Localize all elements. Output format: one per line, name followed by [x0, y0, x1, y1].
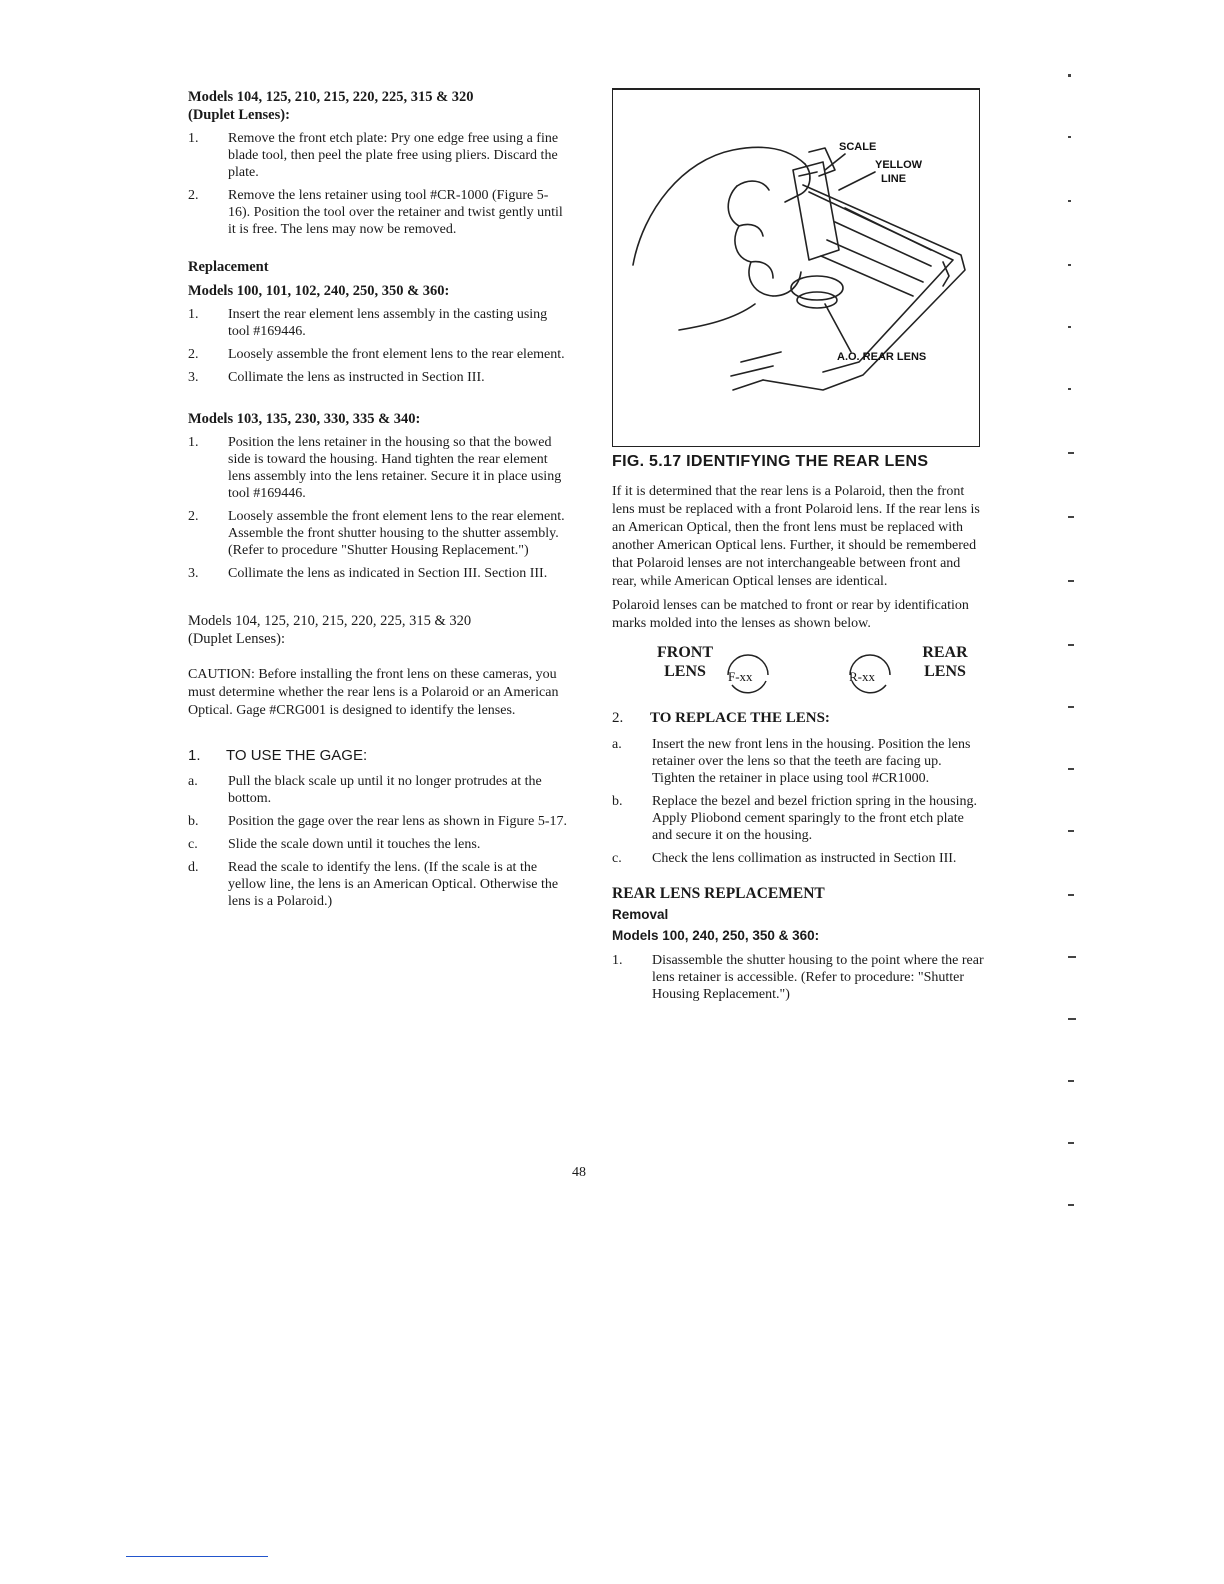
front-mark-text: F-xx — [728, 669, 753, 684]
section-heading: Models 103, 135, 230, 330, 335 & 340: — [188, 411, 421, 427]
figure-caption: FIG. 5.17 IDENTIFYING THE REAR LENS — [612, 453, 929, 470]
list-item: 1. Insert the rear element lens assembly in the casting using tool #169446. — [188, 307, 548, 339]
paragraph: Polaroid lenses can be matched to front or rear by identification marks molded into the lenses as shown below. — [612, 598, 969, 631]
paragraph: If it is determined that the rear lens is a Polaroid, then the front lens must be replaced with a front Polaroid lens. If the rear lens is an American Optical, then the front lens must be replaced with another American Optical lens. Further, it should be remembered that Polaroid lenses are not interchangeable between front and rear, while American Optical lenses are identical. — [612, 484, 980, 589]
rear-mark-text: R-xx — [849, 669, 875, 684]
front-lens-mark-icon — [722, 645, 774, 697]
list-item: 1. Disassemble the shutter housing to the point where the rear lens retainer is accessible. (Refer to procedure: "Shutter Housing Replacement.") — [612, 953, 984, 1002]
margin-tick — [1068, 1080, 1074, 1082]
margin-tick — [1068, 200, 1071, 202]
list-item: 3. Collimate the lens as instructed in Section III. — [188, 370, 485, 385]
margin-tick — [1068, 1204, 1074, 1206]
section-heading: Models 104, 125, 210, 215, 220, 225, 315 & 320 — [188, 89, 474, 105]
removal-heading: Removal — [612, 907, 669, 922]
list-item: 1. Remove the front etch plate: Pry one edge free using a fine blade tool, then peel the plate free using pliers. Discard the plate. — [188, 131, 559, 180]
section-heading: Models 104, 125, 210, 215, 220, 225, 315 & 320 — [188, 613, 472, 629]
section-subheading: (Duplet Lenses): — [188, 631, 286, 647]
margin-tick — [1068, 74, 1071, 77]
margin-tick — [1068, 956, 1076, 958]
margin-tick — [1068, 452, 1074, 454]
list-item: b. Replace the bezel and bezel friction spring in the housing. Apply Pliobond cement sparingly to the front etch plate and secure it on the housing. — [612, 794, 978, 843]
lens-marks — [612, 643, 984, 701]
left-column — [188, 88, 568, 916]
section-heading: Models 100, 101, 102, 240, 250, 350 & 360: — [188, 283, 450, 299]
margin-tick — [1068, 1018, 1076, 1020]
list-item: a. Insert the new front lens in the housing. Position the lens retainer over the lens so that the teeth are facing up. Tighten the retainer in place using tool #CR1000. — [612, 737, 971, 786]
list-item: a. Pull the black scale up until it no longer protrudes at the bottom. — [188, 774, 542, 806]
list-item: c. Slide the scale down until it touches the lens. — [188, 837, 481, 852]
rear-lens-mark-icon — [844, 645, 896, 697]
margin-tick — [1068, 580, 1074, 582]
list-item: 2. Remove the lens retainer using tool #CR-1000 (Figure 5-16). Position the tool over the retainer and twist gently until it is free. The lens may now be removed. — [188, 188, 563, 237]
label-line: LINE — [881, 173, 907, 185]
margin-tick — [1068, 644, 1074, 646]
margin-tick — [1068, 264, 1071, 266]
caution-note: CAUTION: Before installing the front lens on these cameras, you must determine whether the rear lens is a Polaroid or an American Optical. Gage #CRG001 is designed to identify the lenses. — [188, 667, 559, 718]
list-item: 2. Loosely assemble the front element lens to the rear element. Assemble the front shutter housing to the shutter assembly. (Refer to procedure "Shutter Housing Replacement.") — [188, 509, 565, 558]
label-scale: SCALE — [839, 141, 877, 153]
models-heading: Models 100, 240, 250, 350 & 360: — [612, 928, 820, 943]
gage-step-heading: 1. TO USE THE GAGE: — [188, 747, 368, 764]
list-item: c. Check the lens collimation as instructed in Section III. — [612, 851, 957, 866]
rear-lens-heading: REAR LENS REPLACEMENT — [612, 885, 825, 902]
list-item: b. Position the gage over the rear lens as shown in Figure 5-17. — [188, 814, 568, 829]
margin-tick — [1068, 706, 1074, 708]
margin-tick — [1068, 830, 1074, 832]
page-number: 48 — [572, 1165, 586, 1180]
margin-tick — [1068, 516, 1074, 518]
margin-tick — [1068, 1142, 1074, 1144]
figure-illustration — [612, 88, 980, 447]
list-item: 2. Loosely assemble the front element lens to the rear element. — [188, 347, 565, 362]
margin-tick — [1068, 326, 1071, 328]
margin-tick — [1068, 136, 1071, 138]
list-item: 1. Position the lens retainer in the housing so that the bowed side is toward the housing. Hand tighten the rear element lens assembly into the lens retainer. Secure it in place using tool #169446. — [188, 435, 562, 501]
label-yellow: YELLOW — [875, 159, 923, 171]
margin-tick — [1068, 768, 1074, 770]
list-item: 3. Collimate the lens as indicated in Section III. Section III. — [188, 566, 548, 581]
margin-tick — [1068, 894, 1074, 896]
label-rear-lens: A.O. REAR LENS — [837, 351, 927, 363]
list-item: d. Read the scale to identify the lens. (If the scale is at the yellow line, the lens is an American Optical. Otherwise the lens is a Polaroid.) — [188, 860, 559, 909]
replace-step-heading: 2. TO REPLACE THE LENS: — [612, 710, 830, 726]
margin-tick — [1068, 388, 1071, 390]
front-lens-label: FRONT LENS — [657, 644, 713, 680]
gage-illustration — [613, 90, 979, 446]
bottom-rule — [126, 1556, 268, 1557]
right-column — [612, 88, 984, 1009]
section-subheading: (Duplet Lenses): — [188, 107, 290, 123]
rear-lens-label: REAR LENS — [922, 644, 968, 680]
replacement-heading: Replacement — [188, 259, 269, 275]
